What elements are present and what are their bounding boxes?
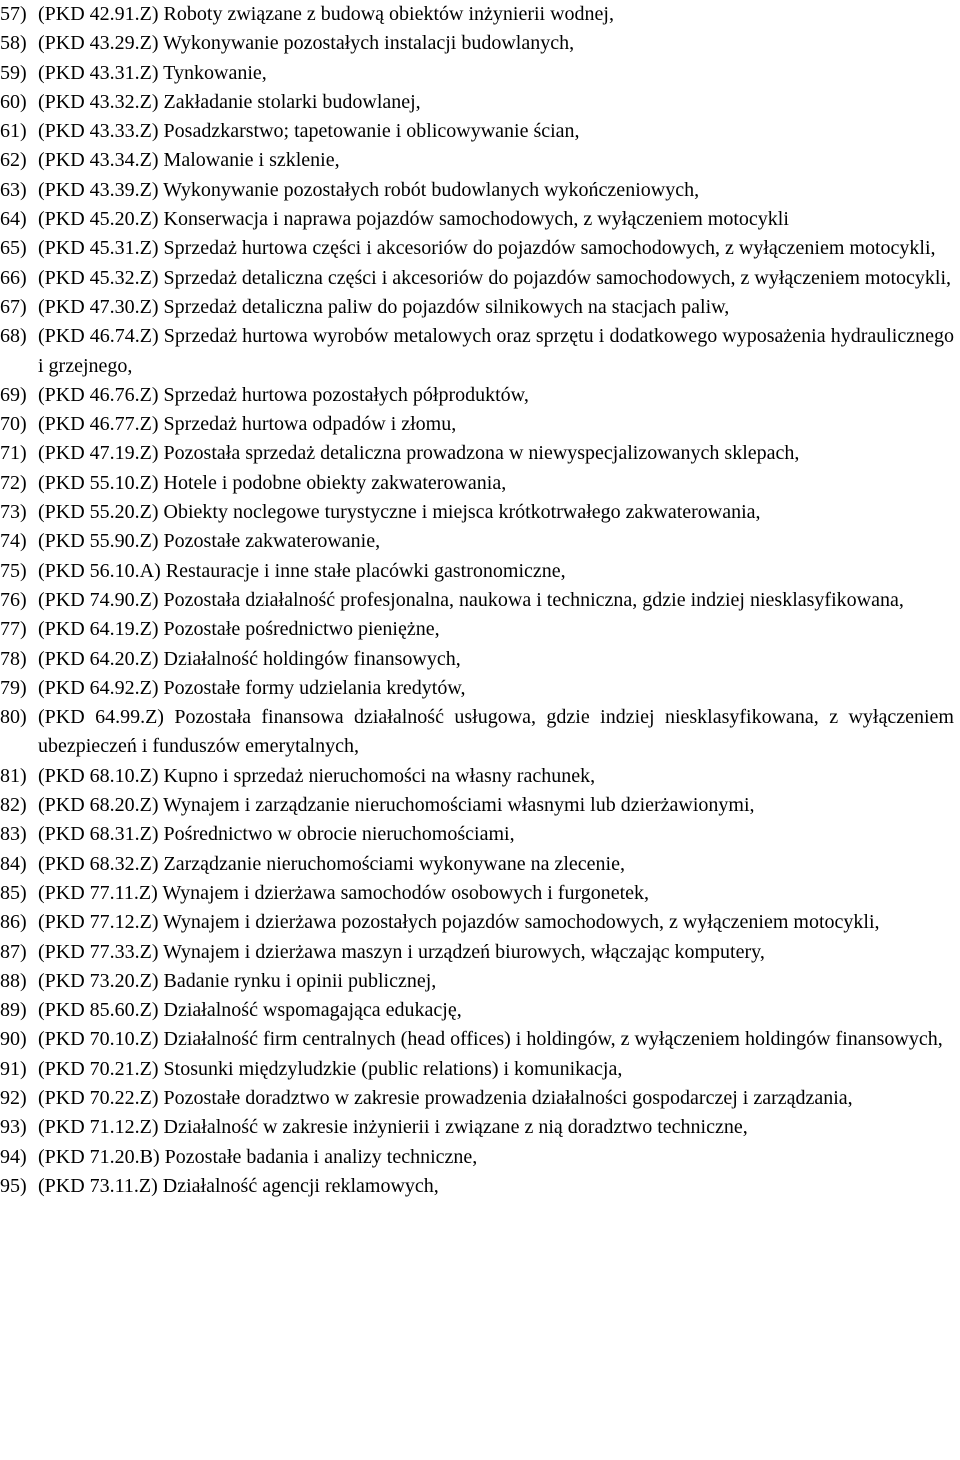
item-text: (PKD 46.74.Z) Sprzedaż hurtowa wyrobów metalowych oraz sprzętu i dodatkowego wyposażenia hydraulicznego i grzejnego, [38, 325, 954, 377]
item-text: (PKD 43.33.Z) Posadzkarstwo; tapetowanie i oblicowywanie ścian, [38, 120, 580, 143]
list-item [0, 996, 954, 1025]
list-item [0, 527, 954, 556]
list-item [0, 117, 954, 146]
list-item [0, 908, 954, 937]
item-text: (PKD 77.11.Z) Wynajem i dzierżawa samochodów osobowych i furgonetek, [38, 881, 650, 904]
list-item [0, 205, 954, 234]
item-number: 89) [0, 999, 27, 1022]
item-text: (PKD 43.34.Z) Malowanie i szklenie, [38, 149, 340, 172]
item-number: 75) [0, 559, 27, 582]
item-text: (PKD 64.20.Z) Działalność holdingów finansowych, [38, 647, 461, 670]
item-number: 69) [0, 383, 27, 406]
item-text: (PKD 68.20.Z) Wynajem i zarządzanie nieruchomościami własnymi lub dzierżawionymi, [38, 794, 755, 817]
item-number: 81) [0, 764, 27, 787]
item-text: (PKD 47.30.Z) Sprzedaż detaliczna paliw do pojazdów silnikowych na stacjach paliw, [38, 295, 730, 318]
list-item [0, 1025, 954, 1054]
item-text: (PKD 64.99.Z) Pozostała finansowa działalność usługowa, gdzie indziej niesklasyfikowana, z wyłączeniem ubezpieczeń i funduszów emerytalnych, [38, 706, 954, 758]
item-number: 71) [0, 442, 27, 465]
item-number: 79) [0, 676, 27, 699]
item-number: 82) [0, 794, 27, 817]
item-number: 90) [0, 1028, 27, 1051]
list-item [0, 820, 954, 849]
list-item [0, 938, 954, 967]
item-text: (PKD 45.32.Z) Sprzedaż detaliczna części i akcesoriów do pojazdów samochodowych, z wyłączeniem motocykli, [38, 266, 952, 289]
item-number: 85) [0, 881, 27, 904]
item-number: 59) [0, 61, 27, 84]
list-item [0, 557, 954, 586]
item-text: (PKD 46.77.Z) Sprzedaż hurtowa odpadów i złomu, [38, 413, 457, 436]
item-text: (PKD 43.31.Z) Tynkowanie, [38, 61, 267, 84]
item-text: (PKD 55.10.Z) Hotele i podobne obiekty zakwaterowania, [38, 471, 507, 494]
item-text: (PKD 45.31.Z) Sprzedaż hurtowa części i akcesoriów do pojazdów samochodowych, z wyłączeniem motocykli, [38, 237, 936, 260]
item-text: (PKD 46.76.Z) Sprzedaż hurtowa pozostałych półproduktów, [38, 383, 529, 406]
list-item [0, 1055, 954, 1084]
item-number: 92) [0, 1086, 27, 1109]
list-item [0, 0, 954, 29]
item-text: (PKD 64.19.Z) Pozostałe pośrednictwo pieniężne, [38, 618, 440, 641]
item-number: 93) [0, 1116, 27, 1139]
item-number: 78) [0, 647, 27, 670]
list-item [0, 879, 954, 908]
list-item [0, 703, 954, 762]
item-number: 68) [0, 325, 27, 348]
item-text: (PKD 68.32.Z) Zarządzanie nieruchomościami wykonywane na zlecenie, [38, 852, 625, 875]
list-item [0, 469, 954, 498]
item-text: (PKD 77.12.Z) Wynajem i dzierżawa pozostałych pojazdów samochodowych, z wyłączeniem motocykli, [38, 911, 880, 934]
item-number: 64) [0, 208, 27, 231]
item-number: 91) [0, 1057, 27, 1080]
item-text: (PKD 43.39.Z) Wykonywanie pozostałych robót budowlanych wykończeniowych, [38, 178, 700, 201]
item-text: (PKD 68.31.Z) Pośrednictwo w obrocie nieruchomościami, [38, 823, 515, 846]
item-text: (PKD 70.21.Z) Stosunki międzyludzkie (public relations) i komunikacja, [38, 1057, 623, 1080]
item-text: (PKD 74.90.Z) Pozostała działalność profesjonalna, naukowa i techniczna, gdzie indziej niesklasyfikowana, [38, 588, 904, 611]
item-number: 77) [0, 618, 27, 641]
item-text: (PKD 71.12.Z) Działalność w zakresie inżynierii i związane z nią doradztwo techniczne, [38, 1116, 748, 1139]
item-number: 57) [0, 3, 27, 25]
item-text: (PKD 47.19.Z) Pozostała sprzedaż detaliczna prowadzona w niewyspecjalizowanych sklepach, [38, 442, 800, 465]
list-item [0, 1113, 954, 1142]
item-number: 63) [0, 178, 27, 201]
list-item [0, 264, 954, 293]
list-item [0, 645, 954, 674]
list-item [0, 674, 954, 703]
item-text: (PKD 45.20.Z) Konserwacja i naprawa pojazdów samochodowych, z wyłączeniem motocykli [38, 208, 789, 231]
item-number: 62) [0, 149, 27, 172]
item-text: (PKD 73.20.Z) Badanie rynku i opinii publicznej, [38, 969, 437, 992]
item-number: 84) [0, 852, 27, 875]
item-number: 60) [0, 90, 27, 113]
item-text: (PKD 64.92.Z) Pozostałe formy udzielania kredytów, [38, 676, 466, 699]
list-item [0, 762, 954, 791]
list-item [0, 381, 954, 410]
item-text: (PKD 43.32.Z) Zakładanie stolarki budowlanej, [38, 90, 421, 113]
list-item [0, 59, 954, 88]
list-item [0, 1172, 954, 1201]
list-item [0, 1084, 954, 1113]
item-text: (PKD 70.22.Z) Pozostałe doradztwo w zakresie prowadzenia działalności gospodarczej i zarządzania, [38, 1086, 853, 1109]
item-number: 74) [0, 530, 27, 553]
item-text: (PKD 43.29.Z) Wykonywanie pozostałych instalacji budowlanych, [38, 32, 575, 55]
list-item [0, 293, 954, 322]
list-item [0, 439, 954, 468]
list-item [0, 29, 954, 58]
list-item [0, 176, 954, 205]
list-item [0, 791, 954, 820]
list-item [0, 322, 954, 381]
item-number: 67) [0, 295, 27, 318]
item-text: (PKD 56.10.A) Restauracje i inne stałe placówki gastronomiczne, [38, 559, 566, 582]
list-item [0, 586, 954, 615]
item-number: 58) [0, 32, 27, 55]
item-number: 61) [0, 120, 27, 143]
item-text: (PKD 55.90.Z) Pozostałe zakwaterowanie, [38, 530, 381, 553]
item-text: (PKD 42.91.Z) Roboty związane z budową obiektów inżynierii wodnej, [38, 3, 614, 25]
item-number: 86) [0, 911, 27, 934]
item-text: (PKD 70.10.Z) Działalność firm centralnych (head offices) i holdingów, z wyłączeniem holdingów finansowych, [38, 1028, 943, 1051]
item-number: 72) [0, 471, 27, 494]
item-number: 73) [0, 501, 27, 524]
list-item [0, 850, 954, 879]
list-item [0, 88, 954, 117]
item-number: 80) [0, 706, 27, 729]
item-number: 66) [0, 266, 27, 289]
list-item [0, 410, 954, 439]
list-item [0, 146, 954, 175]
item-number: 70) [0, 413, 27, 436]
list-item [0, 1143, 954, 1172]
item-number: 87) [0, 940, 27, 963]
item-text: (PKD 85.60.Z) Działalność wspomagająca edukację, [38, 999, 462, 1022]
item-text: (PKD 55.20.Z) Obiekty noclegowe turystyczne i miejsca krótkotrwałego zakwaterowania, [38, 501, 761, 524]
list-item [0, 615, 954, 644]
item-number: 88) [0, 969, 27, 992]
item-number: 94) [0, 1145, 27, 1168]
list-item [0, 967, 954, 996]
item-text: (PKD 71.20.B) Pozostałe badania i analizy techniczne, [38, 1145, 478, 1168]
list-item [0, 234, 954, 263]
item-text: (PKD 68.10.Z) Kupno i sprzedaż nieruchomości na własny rachunek, [38, 764, 596, 787]
list-item [0, 498, 954, 527]
item-number: 76) [0, 588, 27, 611]
item-text: (PKD 77.33.Z) Wynajem i dzierżawa maszyn i urządzeń biurowych, włączając komputery, [38, 940, 765, 963]
item-number: 65) [0, 237, 27, 260]
item-number: 95) [0, 1174, 27, 1197]
item-text: (PKD 73.11.Z) Działalność agencji reklamowych, [38, 1174, 439, 1197]
item-number: 83) [0, 823, 27, 846]
